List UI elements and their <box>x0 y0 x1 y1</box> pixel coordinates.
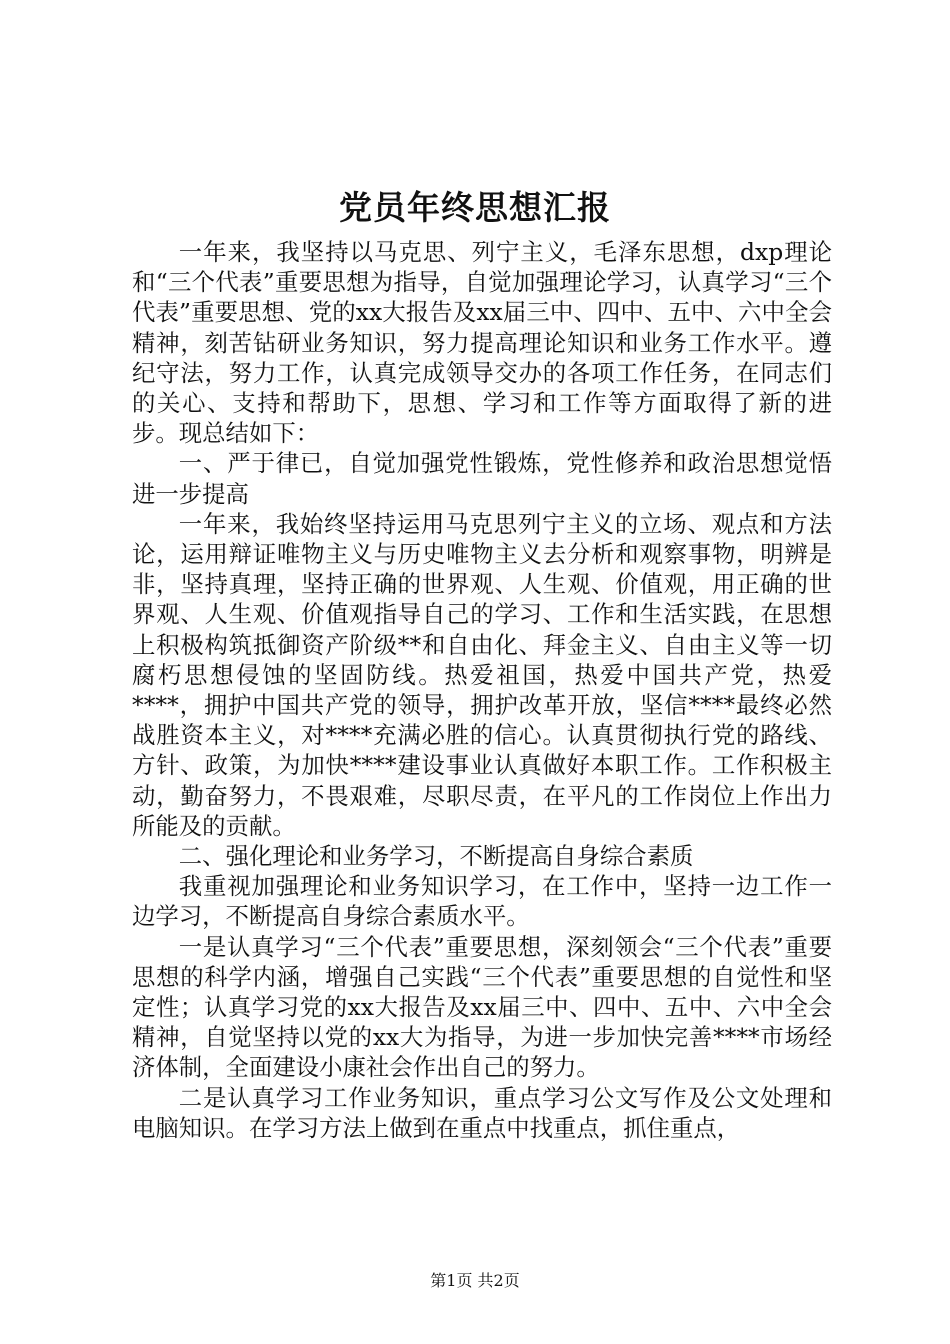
section-heading-1: 一、严于律已，自觉加强党性锻炼，党性修养和政治思想觉悟进一步提高 <box>132 449 832 508</box>
paragraph-section-1: 一年来，我始终坚持运用马克思列宁主义的立场、观点和方法论，运用辩证唯物主义与历史唯物主义去分析和观察事物，明辨是非，坚持真理，坚持正确的世界观、人生观、价值观，用正确的世界观、人生观、价值观指导自己的学习、工作和生活实践，在思想上积极构筑抵御资产阶级**和自由化、拜金主义、自由主义等一切腐朽思想侵蚀的坚固防线。热爱祖国，热爱中国共产党，热爱****，拥护中国共产党的领导，拥护改革开放，坚信****最终必然战胜资本主义，对****充满必胜的信心。认真贯彻执行党的路线、方针、政策，为加快****建设事业认真做好本职工作。工作积极主动，勤奋努力，不畏艰难，尽职尽责，在平凡的工作岗位上作出力所能及的贡献。 <box>132 509 832 840</box>
section-heading-2: 二、强化理论和业务学习，不断提高自身综合素质 <box>178 842 694 871</box>
paragraph-point-1: 一是认真学习“三个代表”重要思想，深刻领会“三个代表”重要思想的科学内涵，增强自己实践“三个代表”重要思想的自觉性和坚定性；认真学习党的xx大报告及xx届三中、四中、五中、六中全会精神，自觉坚持以党的xx大为指导，为进一步加快完善****市场经济体制，全面建设小康社会作出自己的努力。 <box>132 932 832 1082</box>
paragraph-section-2-intro: 我重视加强理论和业务知识学习，在工作中，坚持一边工作一边学习，不断提高自身综合素质水平。 <box>132 872 832 931</box>
page-footer: 第1页 共2页 <box>430 1271 520 1290</box>
document-body <box>132 237 832 1143</box>
paragraph-intro: 一年来，我坚持以马克思、列宁主义，毛泽东思想，dxp理论和“三个代表”重要思想为指导，自觉加强理论学习，认真学习“三个代表”重要思想、党的xx大报告及xx届三中、四中、五中、六中全会精神，刻苦钻研业务知识，努力提高理论知识和业务工作水平。遵纪守法，努力工作，认真完成领导交办的各项工作任务，在同志们的关心、支持和帮助下，思想、学习和工作等方面取得了新的进步。现总结如下： <box>132 238 832 448</box>
paragraph-point-2: 二是认真学习工作业务知识，重点学习公文写作及公文处理和电脑知识。在学习方法上做到在重点中找重点，抓住重点， <box>132 1083 832 1142</box>
document-title: 党员年终思想汇报 <box>339 188 611 227</box>
